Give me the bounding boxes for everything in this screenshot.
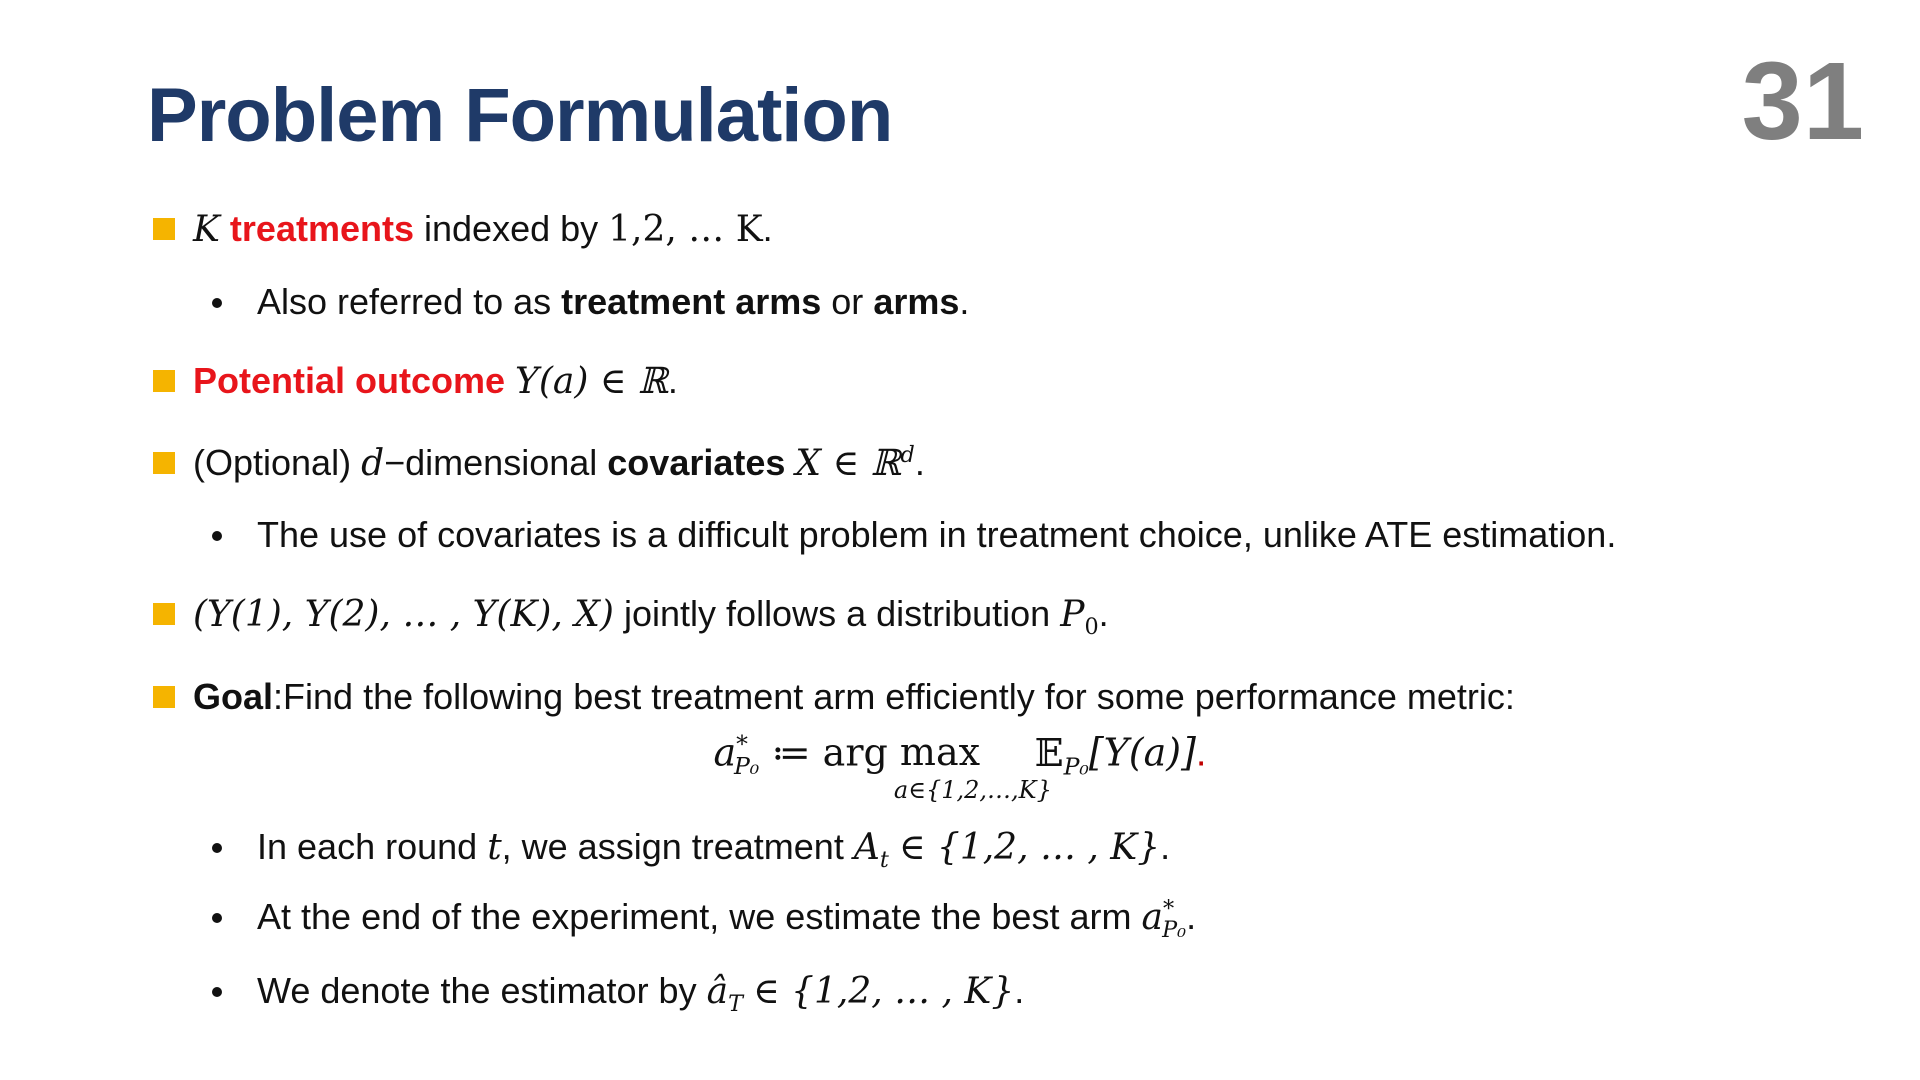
eq-lhs-sup: * xyxy=(736,730,748,758)
sub-bullet-text xyxy=(257,970,1024,1017)
sub-bullet-text xyxy=(257,896,1196,943)
math-var: t xyxy=(487,827,502,868)
text: Find the following best treatment arm efficiently for some performance metric: xyxy=(283,676,1515,717)
punct: . xyxy=(1195,732,1207,775)
eq-max-sub: a∈{1,2,…,K} xyxy=(893,776,1052,804)
text: (Optional) xyxy=(193,442,352,483)
math-var: K xyxy=(193,209,220,250)
bullet-text xyxy=(193,208,773,250)
punct: . xyxy=(667,360,678,401)
bullet-text xyxy=(193,442,925,484)
math-sub: T xyxy=(728,991,743,1018)
page-number: 31 xyxy=(1741,40,1864,163)
bullet-text xyxy=(193,593,1109,640)
square-bullet-icon xyxy=(153,452,175,474)
sub-bullet-text: The use of covariates is a difficult problem in treatment choice, unlike ATE estimation. xyxy=(257,514,1617,555)
math-seq: 1,2, … K xyxy=(608,209,763,250)
math-expr: (Y(1), Y(2), … , Y(K), X) xyxy=(193,594,614,635)
punct: . xyxy=(1098,593,1109,634)
keyword: treatment arms xyxy=(561,281,822,322)
eq-op: ≔ arg xyxy=(759,730,900,775)
square-bullet-icon xyxy=(153,686,175,708)
eq-max: max xyxy=(899,730,981,774)
keyword: covariates xyxy=(607,442,786,483)
math-var: A xyxy=(853,827,880,868)
dot-bullet-icon xyxy=(212,913,222,923)
page-title: Problem Formulation xyxy=(147,73,893,158)
text: Also referred to as xyxy=(257,281,552,322)
math-sup: * xyxy=(1162,896,1175,922)
math-var: â xyxy=(706,971,729,1012)
math-sub: 0 xyxy=(1084,614,1099,641)
eq-lhs-sub: P₀ xyxy=(733,752,760,781)
keyword: treatments xyxy=(229,208,414,249)
punct: . xyxy=(762,208,773,249)
dot-bullet-icon xyxy=(212,843,222,853)
punct: . xyxy=(1014,970,1025,1011)
math-var: d xyxy=(361,443,385,484)
eq-lhs: a xyxy=(713,730,737,775)
math-var: a xyxy=(1141,897,1163,938)
math-expr: Y(a) ∈ ℝ xyxy=(515,361,668,402)
keyword: Potential outcome xyxy=(193,360,506,401)
math-var: P xyxy=(1060,594,1085,635)
keyword: Goal xyxy=(193,676,274,717)
square-bullet-icon xyxy=(153,370,175,392)
punct: . xyxy=(914,442,925,483)
sub-bullet-text xyxy=(257,281,969,323)
math-sub: P₀ xyxy=(1162,917,1187,944)
text: In each round xyxy=(257,826,478,867)
text: or xyxy=(831,281,864,322)
eq-max-block xyxy=(893,730,1052,804)
bullet-text xyxy=(193,676,1515,718)
punct: : xyxy=(273,676,284,717)
math-expr: ∈ {1,2, … , K} xyxy=(752,971,1015,1012)
text: −dimensional xyxy=(384,442,598,483)
eq-body: [Y(a)] xyxy=(1088,730,1196,775)
punct: . xyxy=(959,281,970,322)
punct: . xyxy=(1186,896,1197,937)
equation-best-arm xyxy=(0,730,1920,804)
punct: . xyxy=(1160,826,1171,867)
text: At the end of the experiment, we estimate the best arm xyxy=(257,896,1132,937)
dot-bullet-icon xyxy=(212,531,222,541)
text: indexed by xyxy=(424,208,599,249)
sub-bullet-text xyxy=(257,826,1170,873)
eq-exp-sub: P₀ xyxy=(1063,752,1089,781)
text: jointly follows a distribution xyxy=(624,593,1051,634)
square-bullet-icon xyxy=(153,603,175,625)
math-expr: ∈ {1,2, … , K} xyxy=(898,827,1161,868)
text: , we assign treatment xyxy=(501,826,844,867)
eq-expectation: 𝔼 xyxy=(1034,730,1064,775)
math-expr: X ∈ ℝ xyxy=(795,443,901,484)
bullet-text xyxy=(193,360,678,402)
dot-bullet-icon xyxy=(212,298,222,308)
square-bullet-icon xyxy=(153,218,175,240)
keyword: arms xyxy=(873,281,960,322)
math-sub: t xyxy=(879,847,889,874)
dot-bullet-icon xyxy=(212,987,222,997)
math-sup: d xyxy=(900,442,915,468)
text: We denote the estimator by xyxy=(257,970,697,1011)
